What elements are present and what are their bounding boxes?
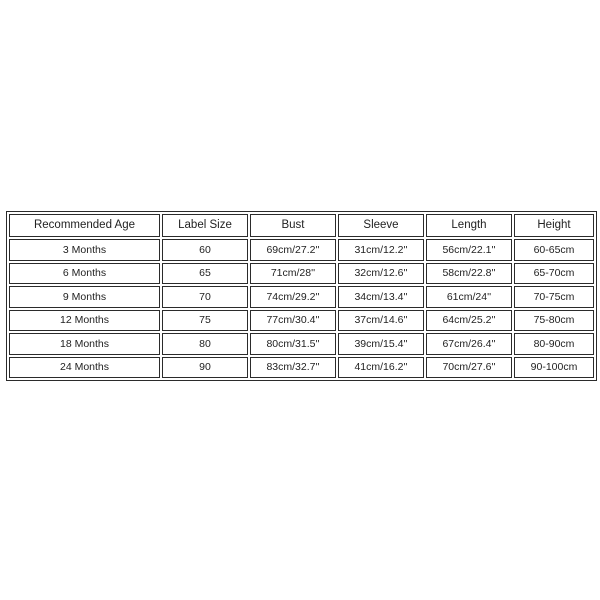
- cell-length: 67cm/26.4'': [426, 333, 512, 354]
- cell-label-size: 75: [162, 310, 248, 331]
- cell-sleeve: 37cm/14.6'': [338, 310, 424, 331]
- cell-height: 70-75cm: [514, 286, 594, 307]
- cell-recommended-age: 12 Months: [9, 310, 160, 331]
- header-sleeve: Sleeve: [338, 214, 424, 237]
- table-row: [9, 286, 594, 307]
- cell-length: 64cm/25.2'': [426, 310, 512, 331]
- cell-recommended-age: 3 Months: [9, 239, 160, 260]
- cell-bust: 69cm/27.2'': [250, 239, 336, 260]
- cell-label-size: 60: [162, 239, 248, 260]
- header-length: Length: [426, 214, 512, 237]
- cell-sleeve: 34cm/13.4'': [338, 286, 424, 307]
- cell-bust: 77cm/30.4'': [250, 310, 336, 331]
- header-bust: Bust: [250, 214, 336, 237]
- table-row: [9, 263, 594, 284]
- table-row: [9, 310, 594, 331]
- cell-bust: 83cm/32.7'': [250, 357, 336, 378]
- cell-length: 70cm/27.6'': [426, 357, 512, 378]
- cell-label-size: 70: [162, 286, 248, 307]
- cell-bust: 74cm/29.2'': [250, 286, 336, 307]
- cell-height: 75-80cm: [514, 310, 594, 331]
- cell-label-size: 65: [162, 263, 248, 284]
- cell-recommended-age: 24 Months: [9, 357, 160, 378]
- cell-height: 65-70cm: [514, 263, 594, 284]
- header-label-size: Label Size: [162, 214, 248, 237]
- cell-length: 58cm/22.8'': [426, 263, 512, 284]
- cell-sleeve: 31cm/12.2'': [338, 239, 424, 260]
- table-header-row: [9, 214, 594, 237]
- cell-sleeve: 39cm/15.4'': [338, 333, 424, 354]
- cell-recommended-age: 6 Months: [9, 263, 160, 284]
- cell-recommended-age: 18 Months: [9, 333, 160, 354]
- cell-label-size: 80: [162, 333, 248, 354]
- cell-recommended-age: 9 Months: [9, 286, 160, 307]
- size-chart-table: [6, 211, 597, 381]
- table-row: [9, 357, 594, 378]
- header-recommended-age: Recommended Age: [9, 214, 160, 237]
- table-row: [9, 333, 594, 354]
- cell-length: 56cm/22.1'': [426, 239, 512, 260]
- header-height: Height: [514, 214, 594, 237]
- cell-height: 60-65cm: [514, 239, 594, 260]
- cell-height: 80-90cm: [514, 333, 594, 354]
- cell-bust: 71cm/28'': [250, 263, 336, 284]
- cell-sleeve: 41cm/16.2'': [338, 357, 424, 378]
- cell-label-size: 90: [162, 357, 248, 378]
- table-row: [9, 239, 594, 260]
- cell-height: 90-100cm: [514, 357, 594, 378]
- cell-length: 61cm/24'': [426, 286, 512, 307]
- cell-bust: 80cm/31.5'': [250, 333, 336, 354]
- cell-sleeve: 32cm/12.6'': [338, 263, 424, 284]
